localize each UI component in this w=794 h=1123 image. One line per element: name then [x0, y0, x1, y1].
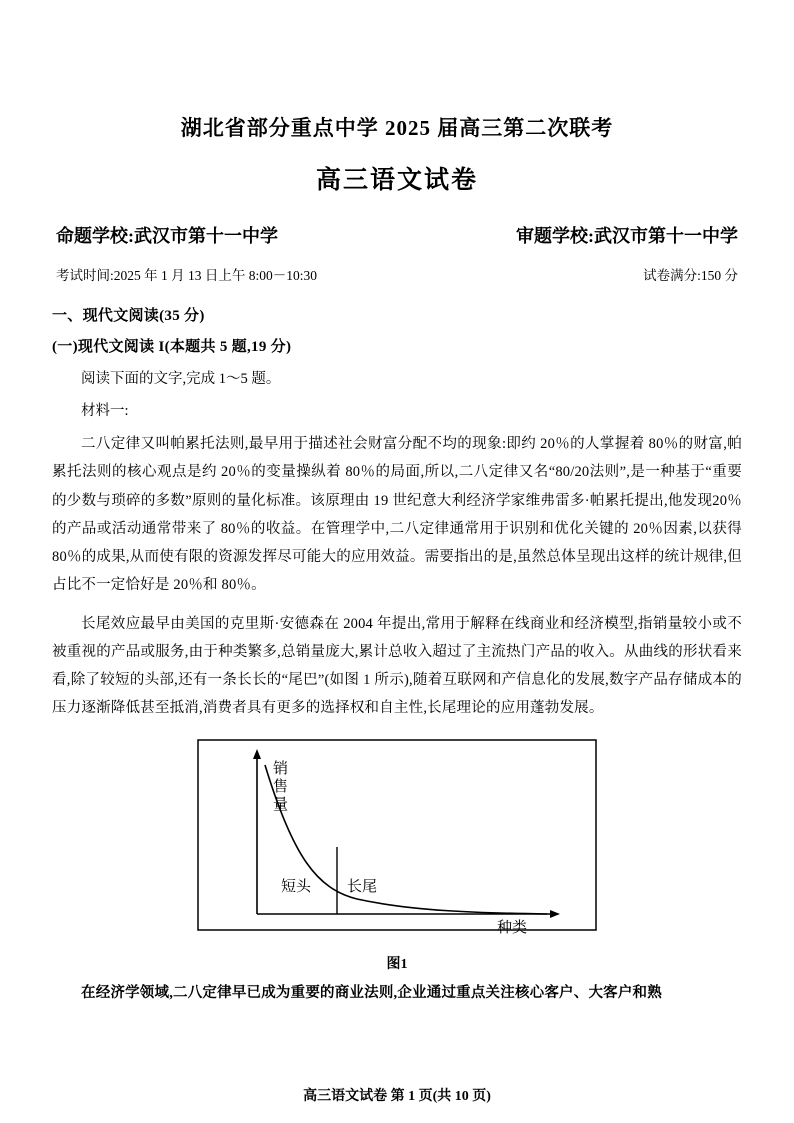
- reviewer-school: 武汉市第十一中学: [594, 226, 738, 246]
- proposer-school-block: [56, 222, 278, 248]
- paragraph-pareto: 二八定律又叫帕累托法则,最早用于描述社会财富分配不均的现象:即约 20％的人掌握着 80％的财富,帕累托法则的核心观点是约 20％的变量操纵着 80％的局面,所以,二八定律又名“80/20法则”,是一种基于“重要的少数与琐碎的多数”原则的量化标准。该原理由 19 世纪意大利经济学家维弗雷多·帕累托提出,他发现20％的产品或活动通常带来了 80％的收益。在管理学中,二八定律通常用于识别和优化关键的 20％因素,以获得 80％的成果,从而使有限的资源发挥尽可能大的应用效益。需要指出的是,虽然总体呈现出这样的统计规律,但占比不一定恰好是 20％和 80％。: [52, 436, 742, 594]
- reviewer-label: 审题学校:: [516, 226, 594, 246]
- reading-instruction: 阅读下面的文字,完成 1～5 题。: [81, 371, 281, 387]
- total-score: 试卷满分:150 分: [643, 268, 738, 283]
- school-info-row: [52, 222, 742, 248]
- figure-block: [52, 739, 742, 973]
- section-heading-sub-one: (一)现代文阅读 I(本题共 5 题,19 分): [52, 339, 292, 355]
- exam-info-row: [52, 264, 742, 284]
- page-footer: 高三语文试卷 第 1 页(共 10 页): [303, 1089, 491, 1104]
- paragraph-continued: 在经济学领域,二八定律早已成为重要的商业法则,企业通过重点关注核心客户、大客户和熟: [81, 984, 662, 1001]
- section-heading-part-one: 一、现代文阅读(35 分): [52, 308, 205, 324]
- figure-caption: 图1: [386, 956, 408, 972]
- chart-y-label-char2: 售: [273, 778, 289, 795]
- proposer-school: 武汉市第十一中学: [134, 226, 278, 246]
- long-tail-chart: [197, 739, 597, 949]
- exam-time: 考试时间:2025 年 1 月 13 日上午 8:00－10:30: [56, 268, 318, 283]
- paragraph-long-tail: 长尾效应最早由美国的克里斯·安德森在 2004 年提出,常用于解释在线商业和经济模型,指销量较小或不被重视的产品或服务,由于种类繁多,总销量庞大,累计总收入超过了主流热门产品的收入。从曲线的形状看来看,除了较短的头部,还有一条长长的“尾巴”(如图 1 所示),随着互联网和产信息化的发展,数字产品存储成本的压力逐渐降低甚至抵消,消费者具有更多的选择权和自主性,长尾理论的应用蓬勃发展。: [52, 615, 742, 717]
- chart-y-label-char3: 量: [273, 796, 289, 813]
- page-title: 湖北省部分重点中学 2025 届高三第二次联考: [180, 116, 614, 140]
- chart-x-label: 种类: [497, 919, 528, 936]
- proposer-label: 命题学校:: [56, 226, 134, 246]
- reviewer-school-block: [516, 222, 738, 248]
- chart-head-label: 短头: [281, 878, 312, 895]
- material-label: 材料一:: [81, 403, 129, 419]
- chart-tail-label: 长尾: [347, 878, 378, 895]
- chart-y-label-char1: 销: [273, 760, 289, 777]
- page-subtitle: 高三语文试卷: [315, 167, 478, 194]
